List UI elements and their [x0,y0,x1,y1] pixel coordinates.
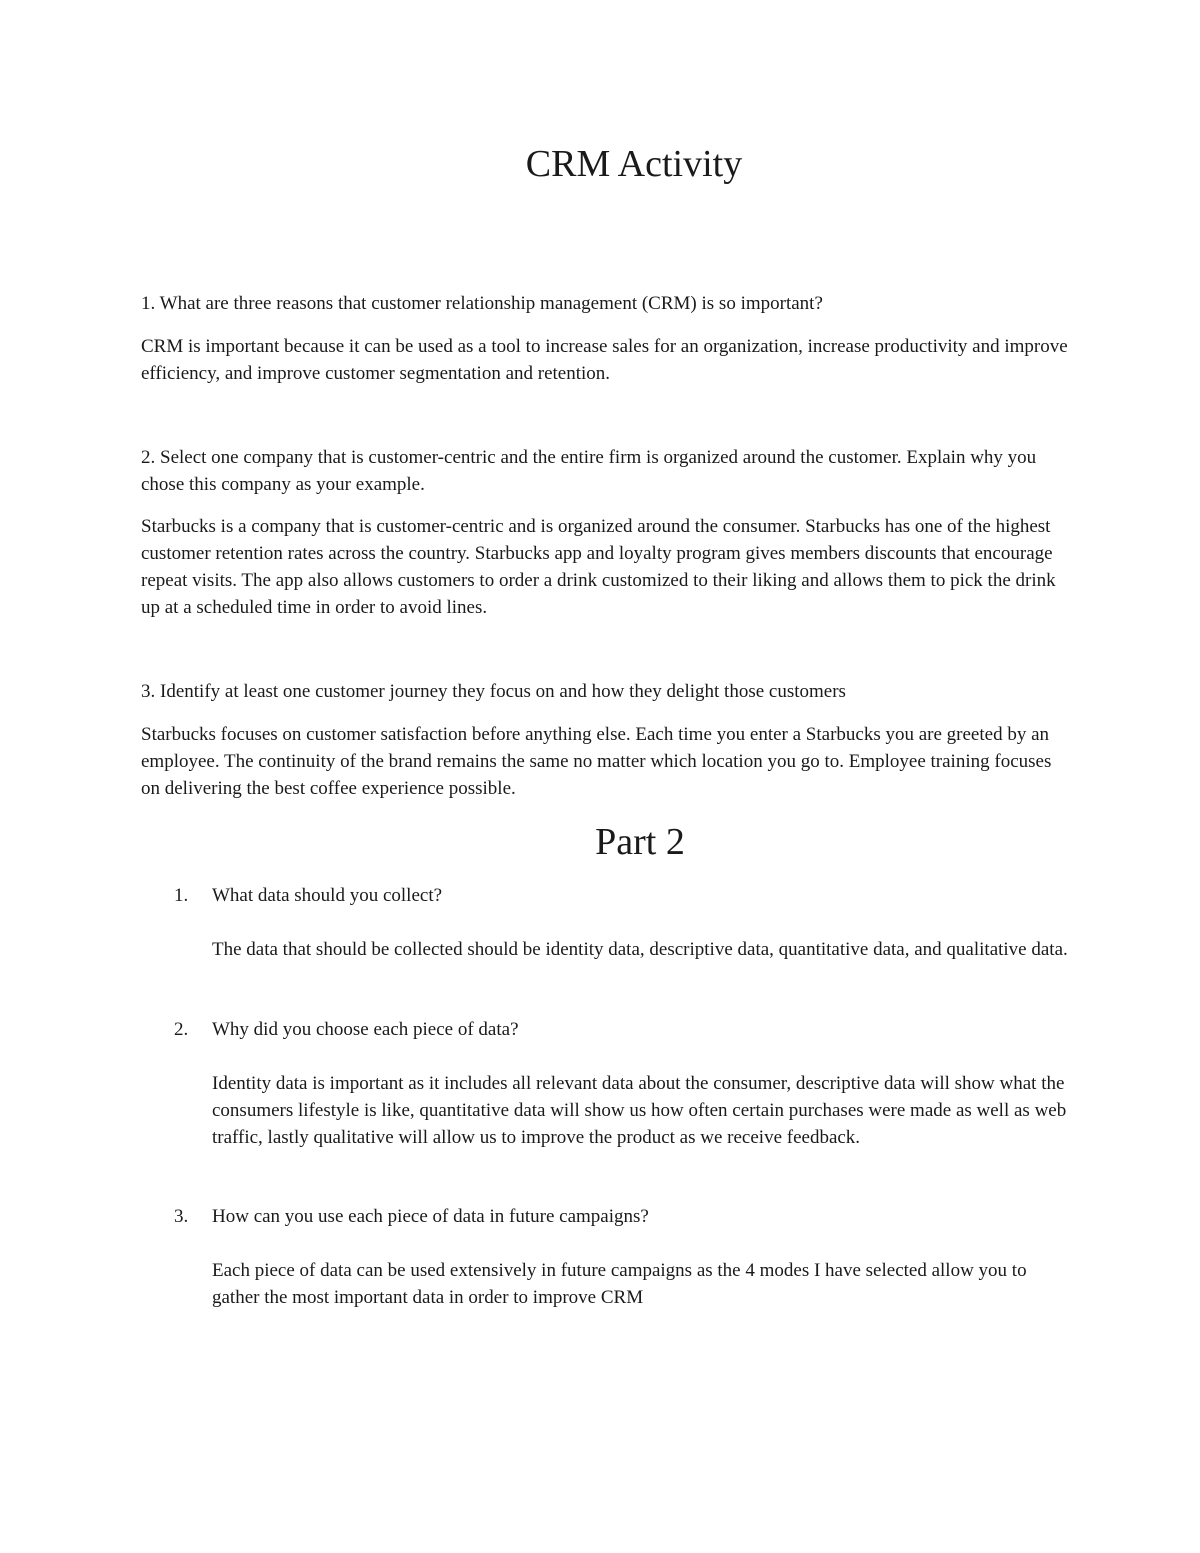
answer-3: Starbucks focuses on customer satisfaction before anything else. Each time you enter a Starbucks you are greeted by an employee. The continuity of the brand remains the same no matter which location you go to. Employee training focuses on delivering the best coffee experience possible. [141,724,1052,799]
question-2: 2. Select one company that is customer-centric and the entire firm is organized around the customer. Explain why you chose this company as your example. [141,447,1037,495]
list-number: 1. [174,885,189,906]
part-2-heading: Part 2 [595,821,685,863]
list-question: What data should you collect? [212,885,443,906]
list-number: 3. [174,1206,189,1227]
list-question: Why did you choose each piece of data? [212,1019,519,1040]
list-answer: Each piece of data can be used extensively in future campaigns as the 4 modes I have selected allow you to gather the most important data in order to improve CRM [212,1260,1027,1308]
list-question: How can you use each piece of data in future campaigns? [212,1206,649,1227]
answer-1: CRM is important because it can be used as a tool to increase sales for an organization, increase productivity and improve efficiency, and improve customer segmentation and retention. [141,336,1068,384]
question-1: 1. What are three reasons that customer relationship management (CRM) is so important? [141,293,823,314]
list-answer: The data that should be collected should be identity data, descriptive data, quantitative data, and qualitative data. [212,939,1068,960]
answer-2: Starbucks is a company that is customer-centric and is organized around the consumer. Starbucks has one of the highest customer retention rates across the country. Starbucks app and loyalty program gives members discounts that encourage repeat visits. The app also allows customers to order a drink customized to their liking and allows them to pick the drink up at a scheduled time in order to avoid lines. [141,516,1056,618]
list-answer: Identity data is important as it includes all relevant data about the consumer, descriptive data will show what the consumers lifestyle is like, quantitative data will show us how often certain purchases were made as well as web traffic, lastly qualitative will allow us to improve the product as we receive feedback. [212,1073,1067,1148]
list-number: 2. [174,1019,189,1040]
question-3: 3. Identify at least one customer journey they focus on and how they delight those customers [141,681,846,702]
document-title: CRM Activity [525,143,743,185]
